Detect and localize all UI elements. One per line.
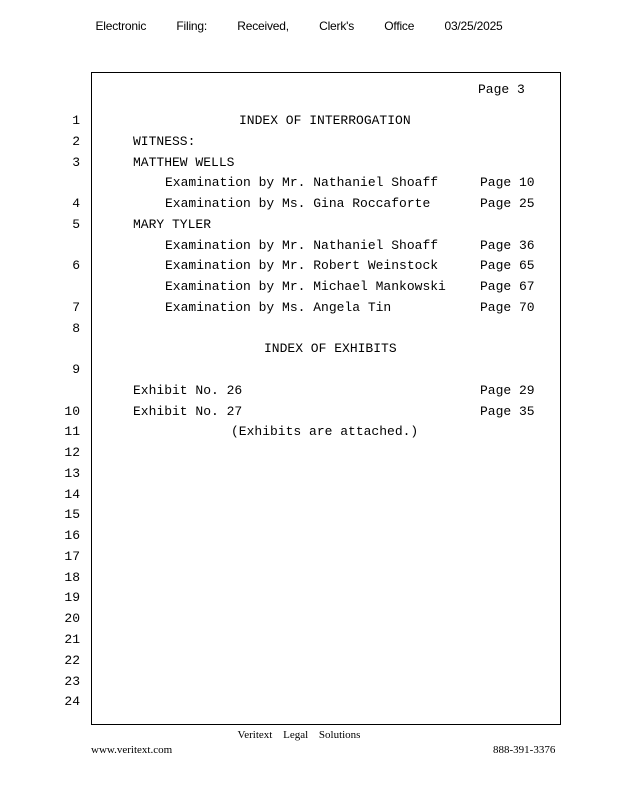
- footer-website: www.veritext.com: [91, 744, 173, 756]
- line-number: 17: [64, 549, 80, 564]
- line-number: 18: [64, 570, 80, 585]
- line-number: 10: [64, 404, 80, 419]
- line-number: 1: [72, 113, 80, 128]
- line-number: 12: [64, 445, 80, 460]
- examination-entry: Examination by Mr. Nathaniel Shoaff: [165, 175, 439, 190]
- exhibit-page-ref: Page 29: [480, 383, 535, 398]
- index-of-exhibits-title: INDEX OF EXHIBITS: [264, 341, 397, 356]
- line-number: 20: [64, 611, 80, 626]
- line-number: 5: [72, 217, 80, 232]
- index-of-interrogation-title: INDEX OF INTERROGATION: [239, 113, 411, 128]
- line-number: 21: [64, 632, 80, 647]
- examination-entry: Examination by Mr. Michael Mankowski: [165, 279, 446, 294]
- line-number: 7: [72, 300, 80, 315]
- exhibit-entry: Exhibit No. 27: [133, 404, 243, 419]
- footer-phone: 888-391-3376: [493, 744, 556, 756]
- line-number: 24: [64, 694, 80, 709]
- examination-entry: Examination by Mr. Robert Weinstock: [165, 258, 439, 273]
- examination-page-ref: Page 10: [480, 175, 535, 190]
- examination-entry: Examination by Ms. Angela Tin: [165, 300, 392, 315]
- line-number: 2: [72, 134, 80, 149]
- witness-name: MARY TYLER: [133, 217, 212, 232]
- line-number: 14: [64, 487, 80, 502]
- witness-label: WITNESS:: [133, 134, 196, 149]
- line-number: 15: [64, 507, 80, 522]
- page-number: Page 3: [478, 82, 525, 97]
- filing-stamp: Electronic Filing: Received, Clerk's Office 03/25/2025: [95, 19, 503, 33]
- witness-name: MATTHEW WELLS: [133, 155, 235, 170]
- line-number: 9: [72, 362, 80, 377]
- line-number: 13: [64, 466, 80, 481]
- line-number: 3: [72, 155, 80, 170]
- examination-entry: Examination by Ms. Gina Roccaforte: [165, 196, 431, 211]
- examination-page-ref: Page 67: [480, 279, 535, 294]
- exhibits-note: (Exhibits are attached.): [231, 424, 419, 439]
- line-number: 19: [64, 590, 80, 605]
- line-number: 6: [72, 258, 80, 273]
- exhibit-entry: Exhibit No. 26: [133, 383, 243, 398]
- line-number: 11: [64, 424, 80, 439]
- examination-page-ref: Page 65: [480, 258, 535, 273]
- examination-entry: Examination by Mr. Nathaniel Shoaff: [165, 238, 439, 253]
- exhibit-page-ref: Page 35: [480, 404, 535, 419]
- line-number: 23: [64, 674, 80, 689]
- line-number: 8: [72, 321, 80, 336]
- examination-page-ref: Page 70: [480, 300, 535, 315]
- examination-page-ref: Page 36: [480, 238, 535, 253]
- line-number: 22: [64, 653, 80, 668]
- line-number: 16: [64, 528, 80, 543]
- examination-page-ref: Page 25: [480, 196, 535, 211]
- line-number: 4: [72, 196, 80, 211]
- footer-company: Veritext Legal Solutions: [237, 729, 361, 741]
